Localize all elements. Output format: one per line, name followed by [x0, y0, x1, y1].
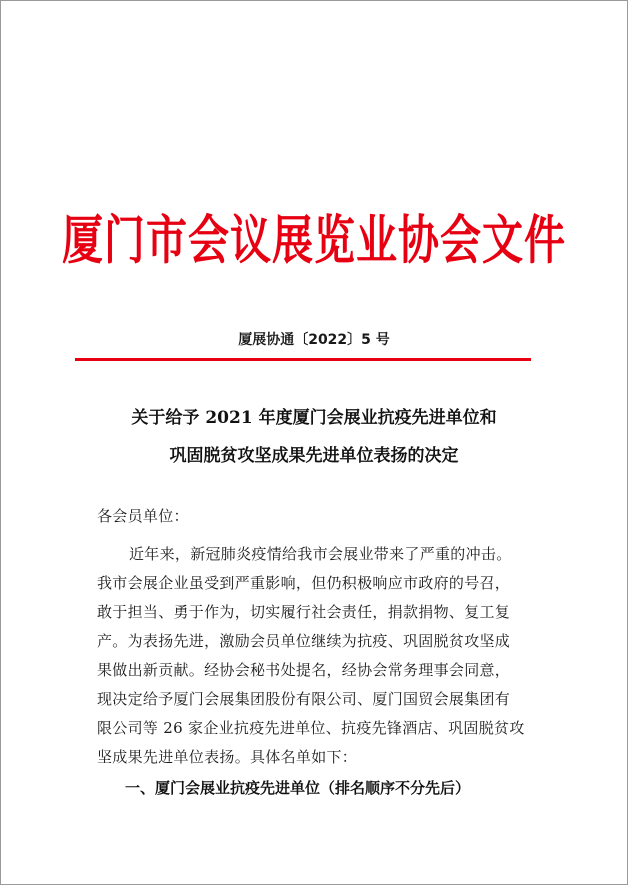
red-divider-rule: [75, 358, 531, 361]
paragraph-line: 限公司等 26 家企业抗疫先进单位、抗疫先锋酒店、巩固脱贫攻: [97, 719, 525, 737]
paragraph-line: 现决定给予厦门会展集团股份有限公司、厦门国贸会展集团有: [97, 690, 511, 708]
decision-title-line-1: 关于给予 2021 年度厦门会展业抗疫先进单位和: [131, 408, 497, 428]
document-header-title: 厦门市会议展览业协会文件: [62, 209, 566, 271]
paragraph-line: 果做出新贡献。经协会秘书处提名，经协会常务理事会同意，: [97, 661, 511, 679]
salutation: 各会员单位：: [97, 507, 189, 525]
paragraph-line: 敢于担当、勇于作为，切实履行社会责任，捐款捐物、复工复: [97, 603, 511, 621]
paragraph-line: 近年来，新冠肺炎疫情给我市会展业带来了严重的冲击。: [129, 545, 512, 563]
paragraph-line: 我市会展企业虽受到严重影响，但仍积极响应市政府的号召，: [97, 574, 511, 592]
decision-title-line-2: 巩固脱贫攻坚成果先进单位表扬的决定: [169, 446, 459, 466]
paragraph-line: 产。为表扬先进，激励会员单位继续为抗疫、巩固脱贫攻坚成: [97, 632, 511, 650]
section-heading: 一、厦门会展业抗疫先进单位（排名顺序不分先后）: [125, 779, 471, 797]
paragraph-line: 坚成果先进单位表扬。具体名单如下：: [97, 748, 358, 766]
document-number: 厦展协通〔2022〕5 号: [238, 332, 390, 348]
